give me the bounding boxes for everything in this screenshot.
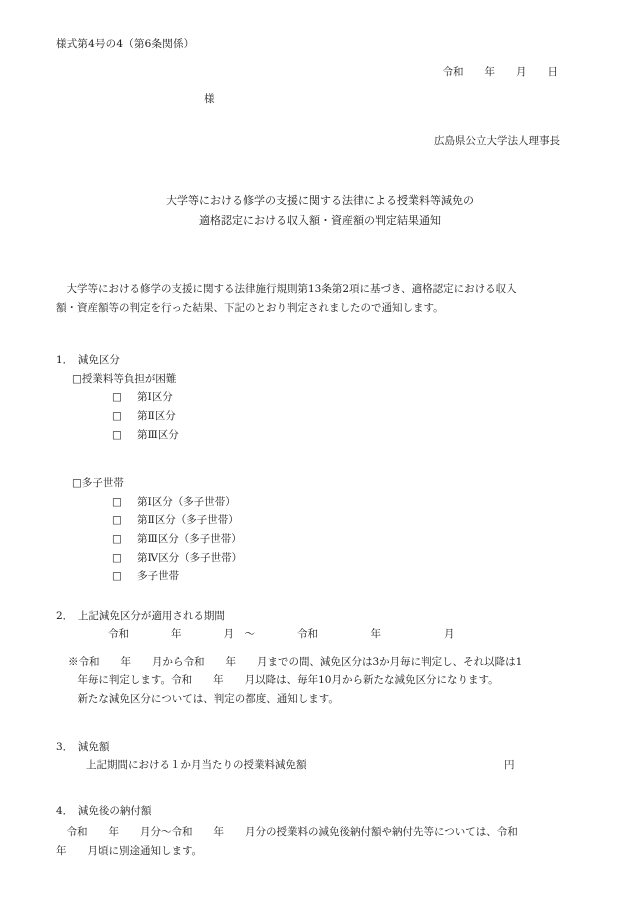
section-payment-after-reduction: [56, 803, 584, 861]
section-application-period: [56, 608, 584, 709]
section-reduction-category: [56, 352, 584, 587]
section-reduction-amount: [56, 739, 584, 774]
checkbox-option-category-3[interactable]: [56, 426, 584, 445]
amount-unit-yen: 円: [504, 758, 515, 771]
section-3-heading: [56, 739, 584, 755]
checkbox-label: 第Ⅲ区分（多子世帯）: [137, 532, 242, 545]
amount-row: [56, 757, 584, 773]
section-3-number: 3．: [56, 740, 74, 753]
intro-paragraph: [56, 280, 584, 318]
checkbox-icon[interactable]: □: [112, 551, 122, 564]
checkbox-icon[interactable]: □: [112, 428, 122, 441]
checkbox-group-hardship: [56, 370, 584, 444]
checkbox-option-multichild-category-1[interactable]: [56, 493, 584, 512]
section-4-heading: [56, 803, 584, 819]
section-1-number: 1．: [56, 353, 74, 366]
period-note-line-1: ※令和 年 月から令和 年 月までの間、減免区分は3か月毎に判定し、それ以降は1: [68, 655, 523, 668]
period-note: [56, 653, 584, 709]
issuer-name: 広島県公立大学法人理事長: [434, 134, 560, 147]
document-title-line-2: 適格認定における収入額・資産額の判定結果通知: [199, 214, 441, 228]
checkbox-icon[interactable]: □: [112, 570, 122, 583]
checkbox-label: 第Ⅰ区分（多子世帯）: [137, 495, 236, 508]
intro-line-2: 額・資産額等の判定を行った結果、下記のとおり判定されましたので通知します。: [56, 301, 444, 314]
period-input-line[interactable]: 令和 年 月 〜 令和 年 月: [108, 628, 455, 641]
form-number: 様式第4号の4（第6条関係）: [56, 38, 195, 50]
checkbox-icon[interactable]: □: [112, 514, 122, 527]
document-title-line-1: 大学等における修学の支援に関する法律による授業料等減免の: [166, 194, 474, 208]
section-1-title: 減免区分: [77, 353, 120, 366]
checkbox-label: 授業料等負担が困難: [81, 372, 177, 385]
checkbox-icon[interactable]: □: [112, 532, 122, 545]
checkbox-icon[interactable]: □: [112, 391, 122, 404]
section-1-heading: [56, 352, 584, 368]
document-title: [56, 191, 584, 232]
period-note-line-2: 年毎に判定します。令和 年 月以降は、毎年10月から新たな減免区分になります。: [77, 674, 499, 687]
section-4-number: 4．: [56, 805, 74, 818]
checkbox-option-multichild-category-4[interactable]: [56, 549, 584, 568]
section-3-title: 減免額: [77, 740, 110, 753]
checkbox-option-hardship[interactable]: [56, 370, 584, 388]
checkbox-option-multichild-category-3[interactable]: [56, 530, 584, 549]
checkbox-icon[interactable]: □: [112, 495, 122, 508]
checkbox-label: 第Ⅰ区分: [137, 391, 173, 404]
section-2-number: 2．: [56, 610, 74, 623]
checkbox-label: 多子世帯: [81, 477, 124, 490]
payment-notice-line-1: 令和 年 月分〜令和 年 月分の授業料の減免後納付額や納付先等については、令和: [66, 826, 518, 839]
checkbox-group-multichild: [56, 474, 584, 586]
checkbox-label: 多子世帯: [137, 570, 180, 583]
checkbox-option-category-2[interactable]: [56, 407, 584, 426]
section-4-title: 減免後の納付額: [77, 805, 152, 818]
payment-notice-paragraph: [56, 823, 584, 861]
checkbox-option-multichild-category-2[interactable]: [56, 511, 584, 530]
payment-notice-line-2: 年 月頃に別途通知します。: [56, 845, 203, 858]
section-2-title: 上記減免区分が適用される期間: [77, 610, 225, 623]
intro-line-1: 大学等における修学の支援に関する法律施行規則第13条第2項に基づき、適格認定における収入: [66, 282, 517, 295]
checkbox-label: 第Ⅱ区分: [137, 409, 176, 422]
section-2-heading: [56, 608, 584, 624]
checkbox-option-multichild[interactable]: [56, 474, 584, 492]
checkbox-label: 第Ⅱ区分（多子世帯）: [137, 514, 239, 527]
addressee-honorific: 様: [204, 92, 215, 105]
checkbox-icon[interactable]: □: [72, 372, 82, 385]
period-note-line-3: 新たな減免区分については、判定の都度、通知します。: [77, 692, 339, 705]
checkbox-icon[interactable]: □: [72, 477, 82, 490]
amount-label: 上記期間における１か月当たりの授業料減免額: [86, 758, 307, 771]
issue-date-line: 令和 年 月 日: [442, 66, 558, 79]
checkbox-label: 第Ⅲ区分: [137, 428, 179, 441]
checkbox-option-category-1[interactable]: [56, 388, 584, 407]
checkbox-option-multichild-plain[interactable]: [56, 567, 584, 586]
checkbox-icon[interactable]: □: [112, 409, 122, 422]
checkbox-label: 第Ⅳ区分（多子世帯）: [137, 551, 243, 564]
